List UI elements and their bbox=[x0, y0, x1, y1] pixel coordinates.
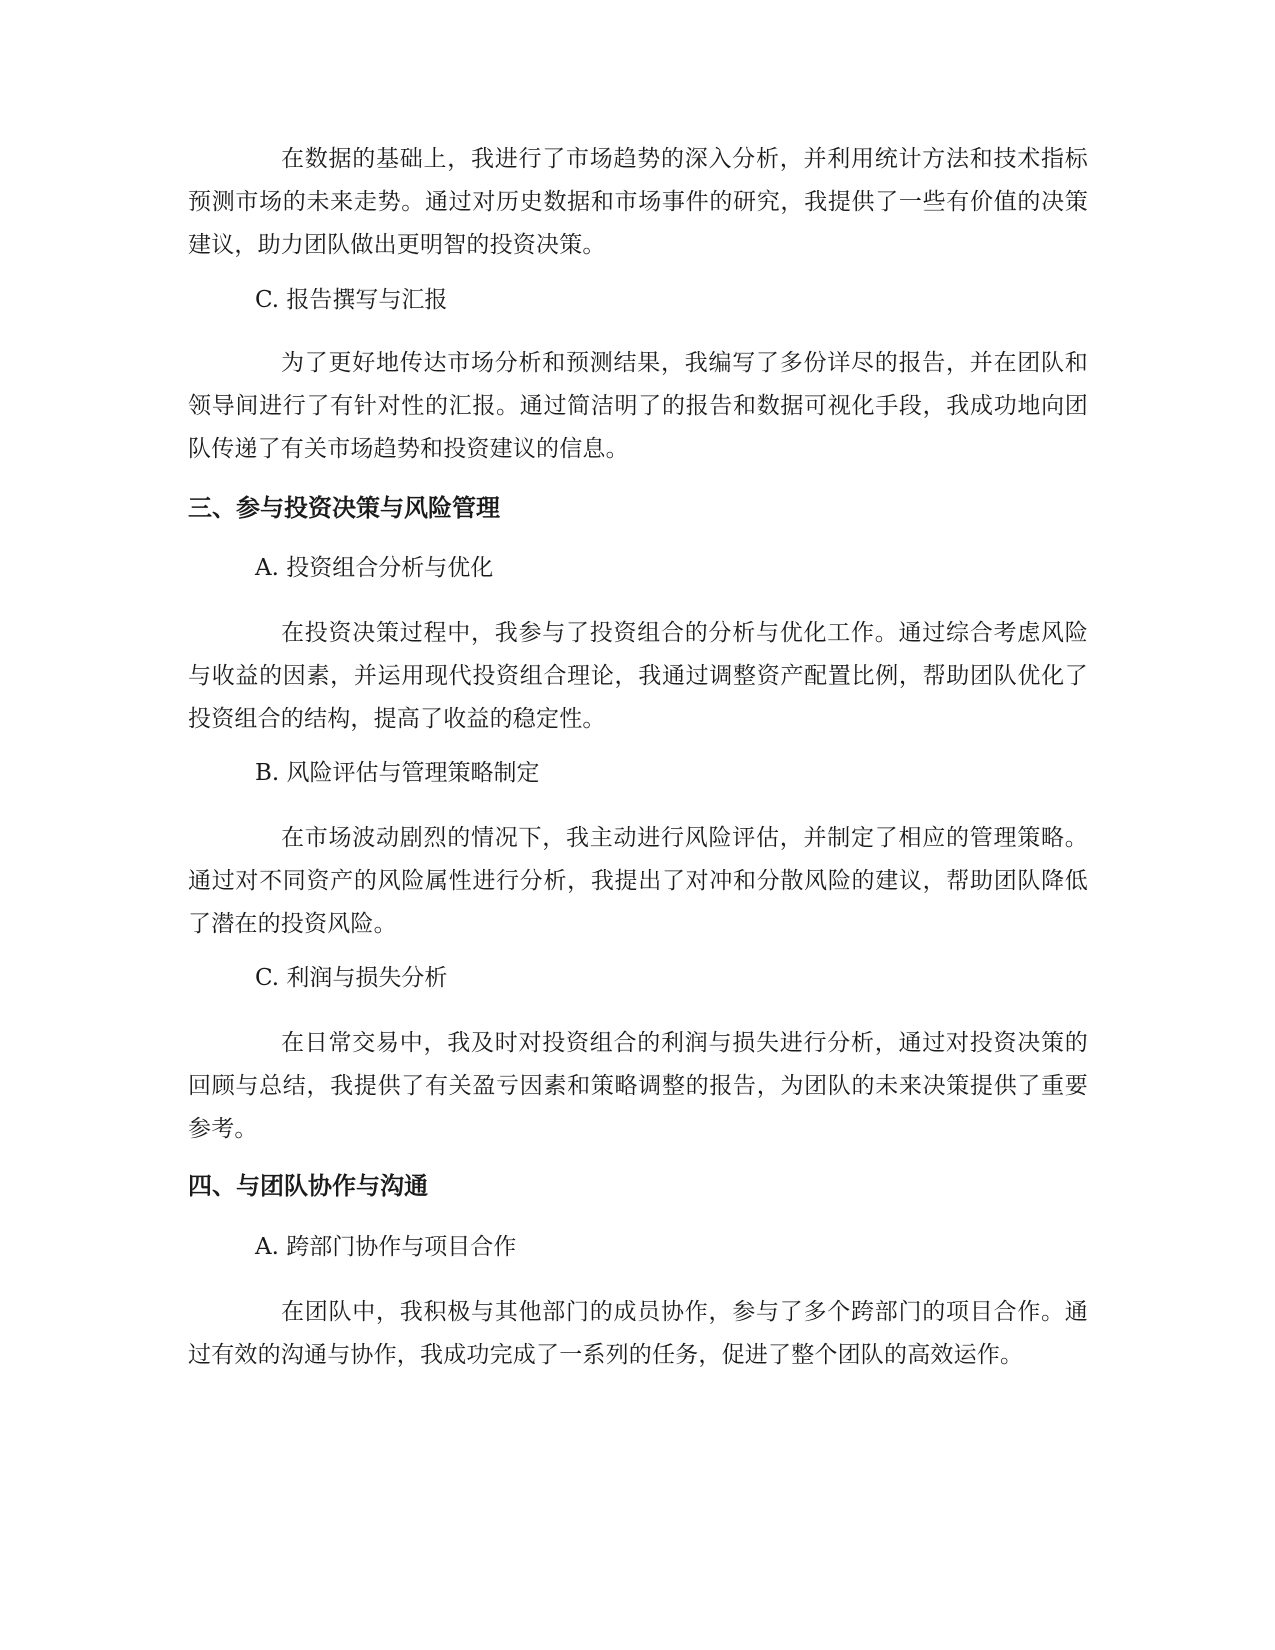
paragraph-text: 在团队中，我积极与其他部门的成员协作，参与了多个跨部门的项目合作。通过有效的沟通与协作，我成功完成了一系列的任务，促进了整个团队的高效运作。 bbox=[188, 1299, 1088, 1368]
paragraph-text: 在日常交易中，我及时对投资组合的利润与损失进行分析，通过对投资决策的回顾与总结，我提供了有关盈亏因素和策略调整的报告，为团队的未来决策提供了重要参考。 bbox=[188, 1030, 1088, 1142]
section-heading-investment-risk: 三、参与投资决策与风险管理 bbox=[188, 494, 500, 522]
subheading-risk-assessment: B. 风险评估与管理策略制定 bbox=[255, 760, 540, 786]
paragraph-text: 在投资决策过程中，我参与了投资组合的分析与优化工作。通过综合考虑风险与收益的因素，并运用现代投资组合理论，我通过调整资产配置比例，帮助团队优化了投资组合的结构，提高了收益的稳定性。 bbox=[188, 620, 1088, 732]
subheading-report-writing: C. 报告撰写与汇报 bbox=[255, 287, 448, 313]
paragraph-market-analysis bbox=[188, 138, 1088, 267]
section-heading-team-collaboration: 四、与团队协作与沟通 bbox=[188, 1172, 428, 1200]
paragraph-text: 在市场波动剧烈的情况下，我主动进行风险评估，并制定了相应的管理策略。通过对不同资产的风险属性进行分析，我提出了对冲和分散风险的建议，帮助团队降低了潜在的投资风险。 bbox=[188, 825, 1088, 937]
paragraph-risk-assessment bbox=[188, 817, 1088, 946]
paragraph-profit-loss bbox=[188, 1022, 1088, 1151]
subheading-profit-loss: C. 利润与损失分析 bbox=[255, 965, 448, 991]
paragraph-text: 在数据的基础上，我进行了市场趋势的深入分析，并利用统计方法和技术指标预测市场的未来走势。通过对历史数据和市场事件的研究，我提供了一些有价值的决策建议，助力团队做出更明智的投资决策。 bbox=[188, 146, 1088, 258]
subheading-portfolio-analysis: A. 投资组合分析与优化 bbox=[255, 555, 494, 581]
paragraph-cross-department bbox=[188, 1291, 1088, 1377]
paragraph-portfolio-analysis bbox=[188, 612, 1088, 741]
subheading-cross-department: A. 跨部门协作与项目合作 bbox=[255, 1234, 517, 1260]
paragraph-text: 为了更好地传达市场分析和预测结果，我编写了多份详尽的报告，并在团队和领导间进行了有针对性的汇报。通过简洁明了的报告和数据可视化手段，我成功地向团队传递了有关市场趋势和投资建议的信息。 bbox=[188, 350, 1088, 462]
paragraph-report-writing bbox=[188, 342, 1088, 471]
